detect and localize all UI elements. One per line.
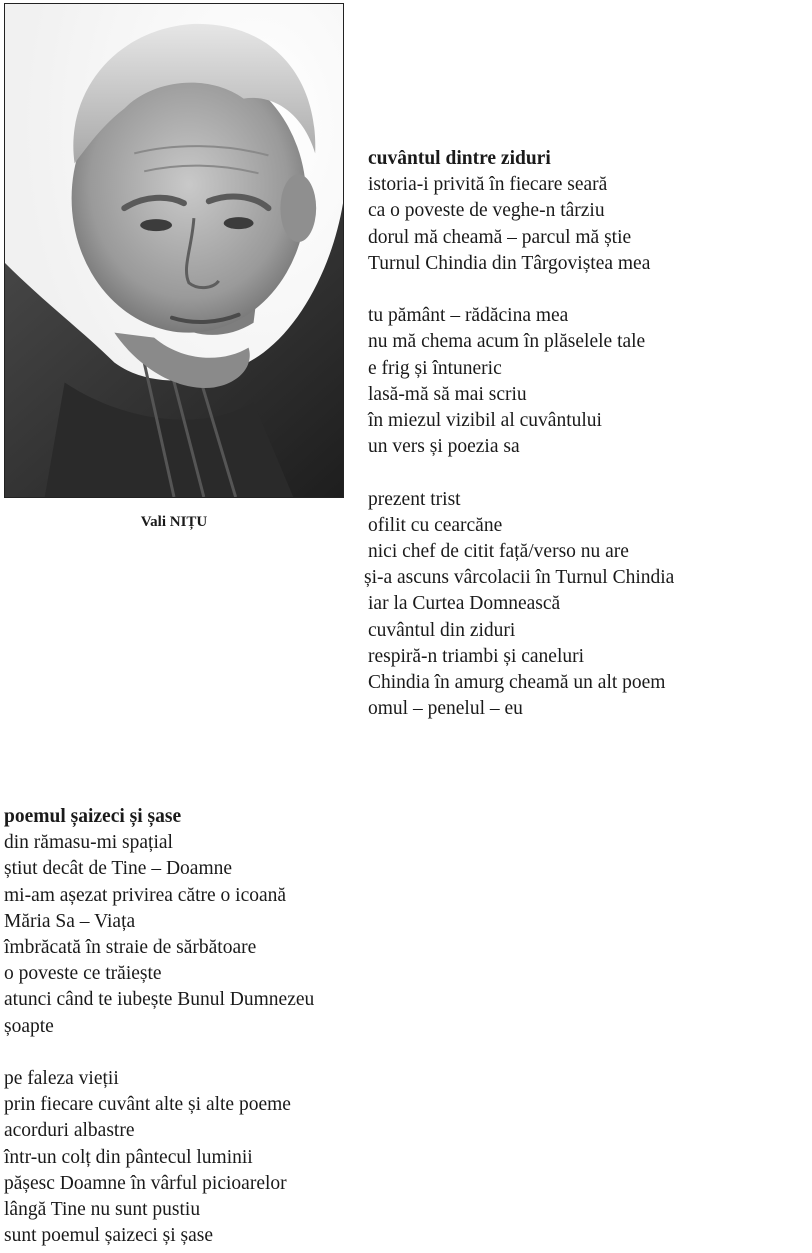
poem-line: omul – penelul – eu (368, 698, 523, 720)
poem-line: iar la Curtea Domnească (368, 593, 561, 615)
poem-line: ofilit cu cearcăne (368, 514, 503, 536)
poem-line: Chindia în amurg cheamă un alt poem (368, 672, 666, 694)
poem-line: Turnul Chindia din Târgoviștea mea (368, 252, 651, 274)
stanza-break (368, 460, 674, 486)
poem-line: lângă Tine nu sunt pustiu (4, 1199, 201, 1221)
poem-line: șoapte (4, 1015, 54, 1037)
poem-line: un vers și poezia sa (368, 436, 520, 458)
author-portrait (4, 3, 344, 498)
photo-caption: Vali NIȚU (140, 514, 208, 530)
poem-line: nici chef de citit față/verso nu are (368, 541, 629, 563)
poem-cuvantul-dintre-ziduri (364, 146, 675, 722)
poem-title: poemul șaizeci și șase (4, 806, 182, 827)
poem-line: într-un colț din pântecul luminii (4, 1146, 253, 1168)
poem-line: pe faleza vieții (4, 1068, 119, 1090)
poem-line: ca o poveste de veghe-n târziu (368, 200, 605, 222)
poem-title: cuvântul dintre ziduri (368, 148, 551, 169)
stanza-break (368, 277, 674, 303)
poem-line: respiră-n triambi și caneluri (368, 645, 585, 667)
poem-line: o poveste ce trăiește (4, 963, 162, 985)
poem-line: sunt poemul șaizeci și șase (4, 1225, 214, 1247)
poem-line: istoria-i privită în fiecare seară (368, 174, 608, 196)
poem-line: în miezul vizibil al cuvântului (368, 410, 602, 432)
poem-line: acorduri albastre (4, 1120, 135, 1142)
poem-line: e frig și întuneric (368, 357, 502, 379)
poem-line: tu pământ – rădăcina mea (368, 305, 569, 327)
poem-line: atunci când te iubește Bunul Dumnezeu (4, 989, 315, 1011)
poem-line: și-a ascuns vârcolacii în Turnul Chindia (364, 567, 675, 589)
poem-line: prezent trist (368, 488, 461, 510)
poem-line: dorul mă cheamă – parcul mă știe (368, 226, 632, 248)
poem-poemul-saizeci-si-sase (4, 804, 314, 1249)
poem-line: pășesc Doamne în vârful picioarelor (4, 1172, 287, 1194)
poem-line: cuvântul din ziduri (368, 619, 516, 641)
poem-line: din rămasu-mi spațial (4, 832, 173, 854)
poem-line: Măria Sa – Viața (4, 910, 136, 932)
poem-line: știut decât de Tine – Doamne (4, 858, 233, 880)
poem-line: îmbrăcată în straie de sărbătoare (4, 937, 257, 959)
poem-line: prin fiecare cuvânt alte și alte poeme (4, 1094, 291, 1116)
stanza-break (4, 1040, 314, 1066)
poem-line: nu mă chema acum în plăselele tale (368, 331, 646, 353)
poem-line: mi-am așezat privirea către o icoană (4, 884, 287, 906)
poem-line: lasă-mă să mai scriu (368, 383, 527, 405)
portrait-illustration (5, 4, 343, 497)
